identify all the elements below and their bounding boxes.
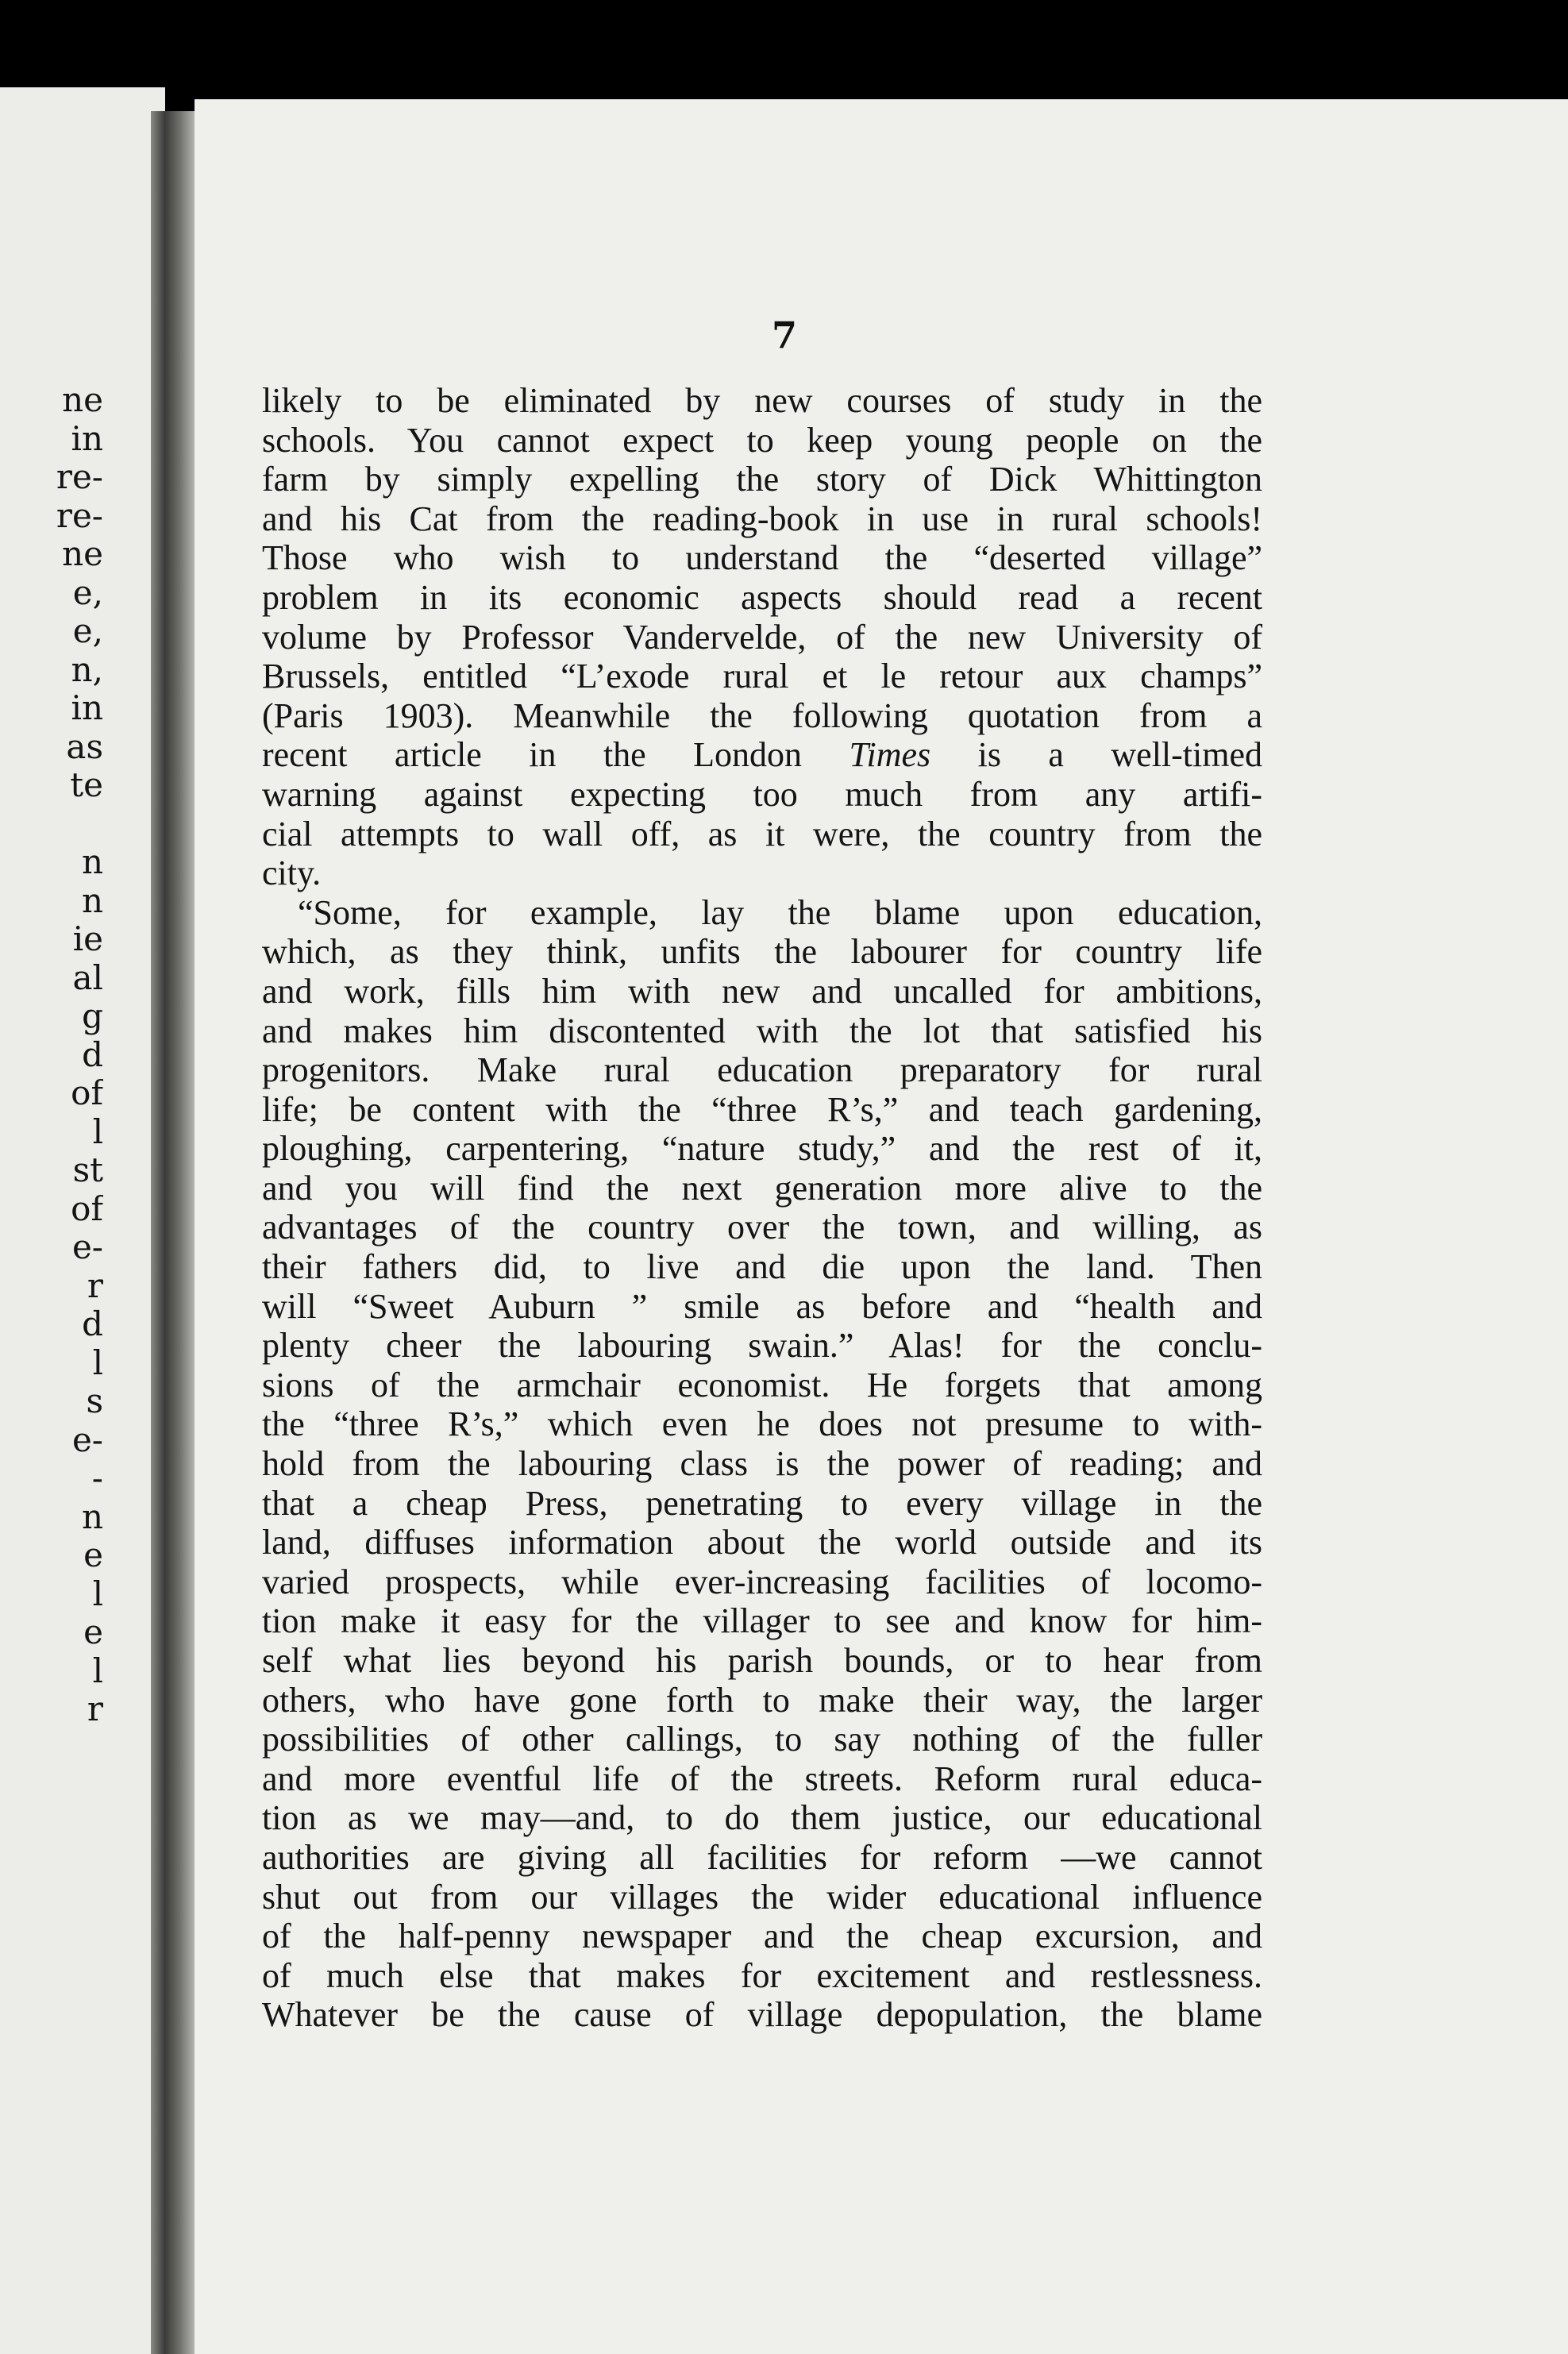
left-fragment-line: e, — [72, 612, 103, 650]
left-fragment-line: as — [66, 727, 103, 766]
left-fragment-line: e — [83, 1536, 103, 1574]
text-line: will “Sweet Auburn ” smile as before and “health and — [262, 1286, 1262, 1326]
text-line: and more eventful life of the streets. Reform rural educa- — [262, 1759, 1262, 1798]
left-fragment-line: ne — [62, 381, 103, 419]
text-line: varied prospects, while ever-increasing facilities of locomo- — [262, 1562, 1262, 1601]
left-fragment-line: re- — [56, 496, 103, 535]
text-line: that a cheap Press, penetrating to every village in the — [262, 1483, 1262, 1523]
text-line: sions of the armchair economist. He forgets that among — [262, 1365, 1262, 1404]
text-line: “Some, for example, lay the blame upon education, — [298, 892, 1262, 932]
left-fragment-line: n, — [71, 650, 103, 689]
page-number: 7 — [771, 314, 797, 356]
page-body-text — [262, 381, 1262, 2035]
left-fragment-line: n — [81, 881, 103, 920]
left-fragment-line — [0, 805, 103, 844]
text-line: self what lies beyond his parish bounds, or to hear from — [262, 1641, 1262, 1680]
text-line: their fathers did, to live and die upon the land. Then — [262, 1247, 1262, 1287]
text-line: (Paris 1903). Meanwhile the following quotation from a — [262, 695, 1262, 735]
left-fragment-line: re- — [56, 458, 103, 496]
left-fragment-line: g — [82, 997, 103, 1035]
left-fragment-line: ie — [72, 920, 103, 958]
left-fragment-line: l — [92, 1651, 103, 1690]
text-line: progenitors. Make rural education preparatory for rural — [262, 1050, 1262, 1090]
left-facing-page — [0, 87, 165, 2354]
text-line: and work, fills him with new and uncalled for ambitions, — [262, 971, 1262, 1011]
text-line: life; be content with the “three R’s,” and teach gardening, — [262, 1089, 1262, 1129]
left-fragment-line: e- — [71, 1228, 103, 1266]
left-fragment-line: e, — [72, 573, 103, 612]
text-line: possibilities of other callings, to say nothing of the fuller — [262, 1720, 1262, 1759]
left-fragment-line: al — [72, 958, 103, 997]
text-line: land, diffuses information about the world outside and its — [262, 1523, 1262, 1562]
text-line: cial attempts to wall off, as it were, the country from the — [262, 814, 1262, 853]
text-line: of much else that makes for excitement and restlessness. — [262, 1955, 1262, 1995]
text-line: authorities are giving all facilities for reform —we cannot — [262, 1837, 1262, 1877]
left-fragment-line: in — [71, 689, 103, 727]
left-fragment-line: n — [81, 1497, 103, 1536]
text-line: likely to be eliminated by new courses of study in the — [262, 381, 1262, 420]
left-fragment-line: of — [71, 1074, 103, 1112]
text-line: hold from the labouring class is the power of reading; and — [262, 1444, 1262, 1484]
left-fragment-line: d — [82, 1305, 103, 1343]
left-fragment-line: s — [86, 1382, 103, 1420]
left-fragment-line: e- — [71, 1420, 103, 1459]
text-line: which, as they think, unfits the labourer for country life — [262, 932, 1262, 972]
left-fragment-line: d — [82, 1035, 103, 1074]
text-line: volume by Professor Vandervelde, of the new University of — [262, 617, 1262, 657]
text-line: tion make it easy for the villager to see and know for him- — [262, 1601, 1262, 1641]
text-line: Brussels, entitled “L’exode rural et le retour aux champs” — [262, 657, 1262, 696]
text-line: and makes him discontented with the lot that satisfied his — [262, 1011, 1262, 1050]
left-fragment-line: in — [71, 419, 103, 458]
text-line: the “three R’s,” which even he does not presume to with- — [262, 1404, 1262, 1444]
text-line: warning against expecting too much from any artifi- — [262, 774, 1262, 814]
text-line: city. — [262, 853, 322, 893]
text-line: and you will find the next generation more alive to the — [262, 1168, 1262, 1208]
text-line: shut out from our villages the wider educational influence — [262, 1877, 1262, 1917]
text-line: farm by simply expelling the story of Dick Whittington — [262, 460, 1262, 499]
text-line: schools. You cannot expect to keep young people on the — [262, 420, 1262, 460]
text-line: of the half-penny newspaper and the cheap excursion, and — [262, 1917, 1262, 1956]
left-page-text-fragments — [0, 381, 103, 1729]
left-fragment-line: l — [92, 1112, 103, 1151]
left-fragment-line: e — [83, 1613, 103, 1651]
left-fragment-line: r — [87, 1266, 103, 1305]
text-line: advantages of the country over the town, and willing, as — [262, 1208, 1262, 1247]
left-fragment-line: te — [70, 766, 103, 804]
text-line: recent article in the London Times is a well-timed — [262, 735, 1262, 775]
text-line: tion as we may—and, to do them justice, our educational — [262, 1798, 1262, 1838]
left-fragment-line: l — [92, 1343, 103, 1382]
text-line: ploughing, carpentering, “nature study,” and the rest of it, — [262, 1129, 1262, 1169]
left-fragment-line: l — [92, 1574, 103, 1613]
left-fragment-line: n — [81, 843, 103, 881]
text-line: and his Cat from the reading-book in use in rural schools! — [262, 499, 1262, 538]
left-fragment-line: r — [87, 1690, 103, 1728]
text-line: Whatever be the cause of village depopulation, the blame — [262, 1995, 1262, 2035]
left-fragment-line: ne — [62, 535, 103, 573]
left-fragment-line: of — [71, 1189, 103, 1228]
text-line: others, who have gone forth to make their way, the larger — [262, 1680, 1262, 1720]
text-line: problem in its economic aspects should read a recent — [262, 577, 1262, 617]
text-line: Those who wish to understand the “deserted village” — [262, 538, 1262, 578]
left-fragment-line: - — [91, 1459, 103, 1497]
text-line: plenty cheer the labouring swain.” Alas! for the conclu- — [262, 1326, 1262, 1366]
left-fragment-line: st — [72, 1151, 103, 1189]
